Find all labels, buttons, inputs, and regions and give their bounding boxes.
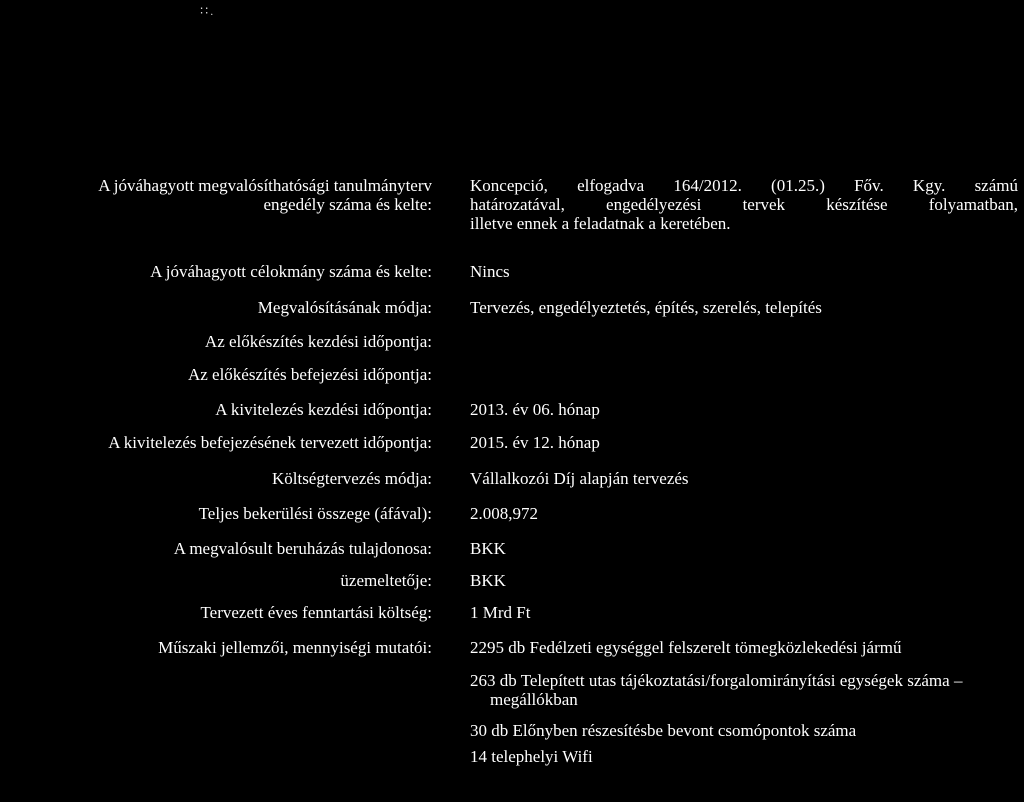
value-line: illetve ennek a feladatnak a keretében.	[470, 214, 731, 233]
label-prep-start: Az előkészítés kezdési időpontja:	[204, 332, 432, 351]
label-owner: A megvalósult beruházás tulajdonosa:	[173, 539, 432, 558]
spec-item: 14 telephelyi Wifi	[470, 747, 593, 766]
label-technical-specs: Műszaki jellemzői, mennyiségi mutatói:	[158, 638, 432, 657]
spec-item: 2295 db Fedélzeti egységgel felszerelt tömegközlekedési jármű	[470, 638, 902, 657]
label-construction-start: A kivitelezés kezdési időpontja:	[215, 400, 432, 419]
value-implementation-method: Tervezés, engedélyeztetés, építés, szerelés, telepítés	[470, 298, 822, 317]
value-construction-start: 2013. év 06. hónap	[470, 400, 600, 419]
value-construction-end: 2015. év 12. hónap	[470, 433, 600, 452]
value-feasibility-study	[470, 176, 1018, 233]
value-operator: BKK	[470, 571, 506, 590]
label-maintenance-cost: Tervezett éves fenntartási költség:	[200, 603, 432, 622]
value-owner: BKK	[470, 539, 506, 558]
label-line: engedély száma és kelte:	[263, 195, 432, 214]
value-total-cost: 2.008,972	[470, 504, 538, 523]
label-line: A jóváhagyott megvalósíthatósági tanulmányterv	[98, 176, 432, 195]
label-prep-end: Az előkészítés befejezési időpontja:	[187, 365, 432, 384]
label-construction-end: A kivitelezés befejezésének tervezett időpontja:	[108, 433, 432, 452]
value-line: határozatával, engedélyezési tervek készítése folyamatban,	[470, 195, 1018, 214]
scan-mark: ∶∶.	[200, 4, 216, 18]
value-cost-planning: Vállalkozói Díj alapján tervezés	[470, 469, 689, 488]
value-maintenance-cost: 1 Mrd Ft	[470, 603, 531, 622]
label-implementation-method: Megvalósításának módja:	[257, 298, 432, 317]
value-line: Koncepció, elfogadva 164/2012. (01.25.) Főv. Kgy. számú	[470, 176, 1018, 195]
spec-item: 263 db Telepített utas tájékoztatási/forgalomirányítási egységek száma – megállókban	[470, 671, 963, 709]
spec-item: 30 db Előnyben részesítésbe bevont csomópontok száma	[470, 721, 857, 740]
value-target-document: Nincs	[470, 262, 510, 281]
label-feasibility-study	[98, 176, 432, 214]
value-technical-specs	[470, 638, 970, 766]
label-operator: üzemeltetője:	[340, 571, 432, 590]
label-cost-planning: Költségtervezés módja:	[271, 469, 432, 488]
label-total-cost: Teljes bekerülési összege (áfával):	[198, 504, 432, 523]
label-target-document: A jóváhagyott célokmány száma és kelte:	[150, 262, 432, 281]
